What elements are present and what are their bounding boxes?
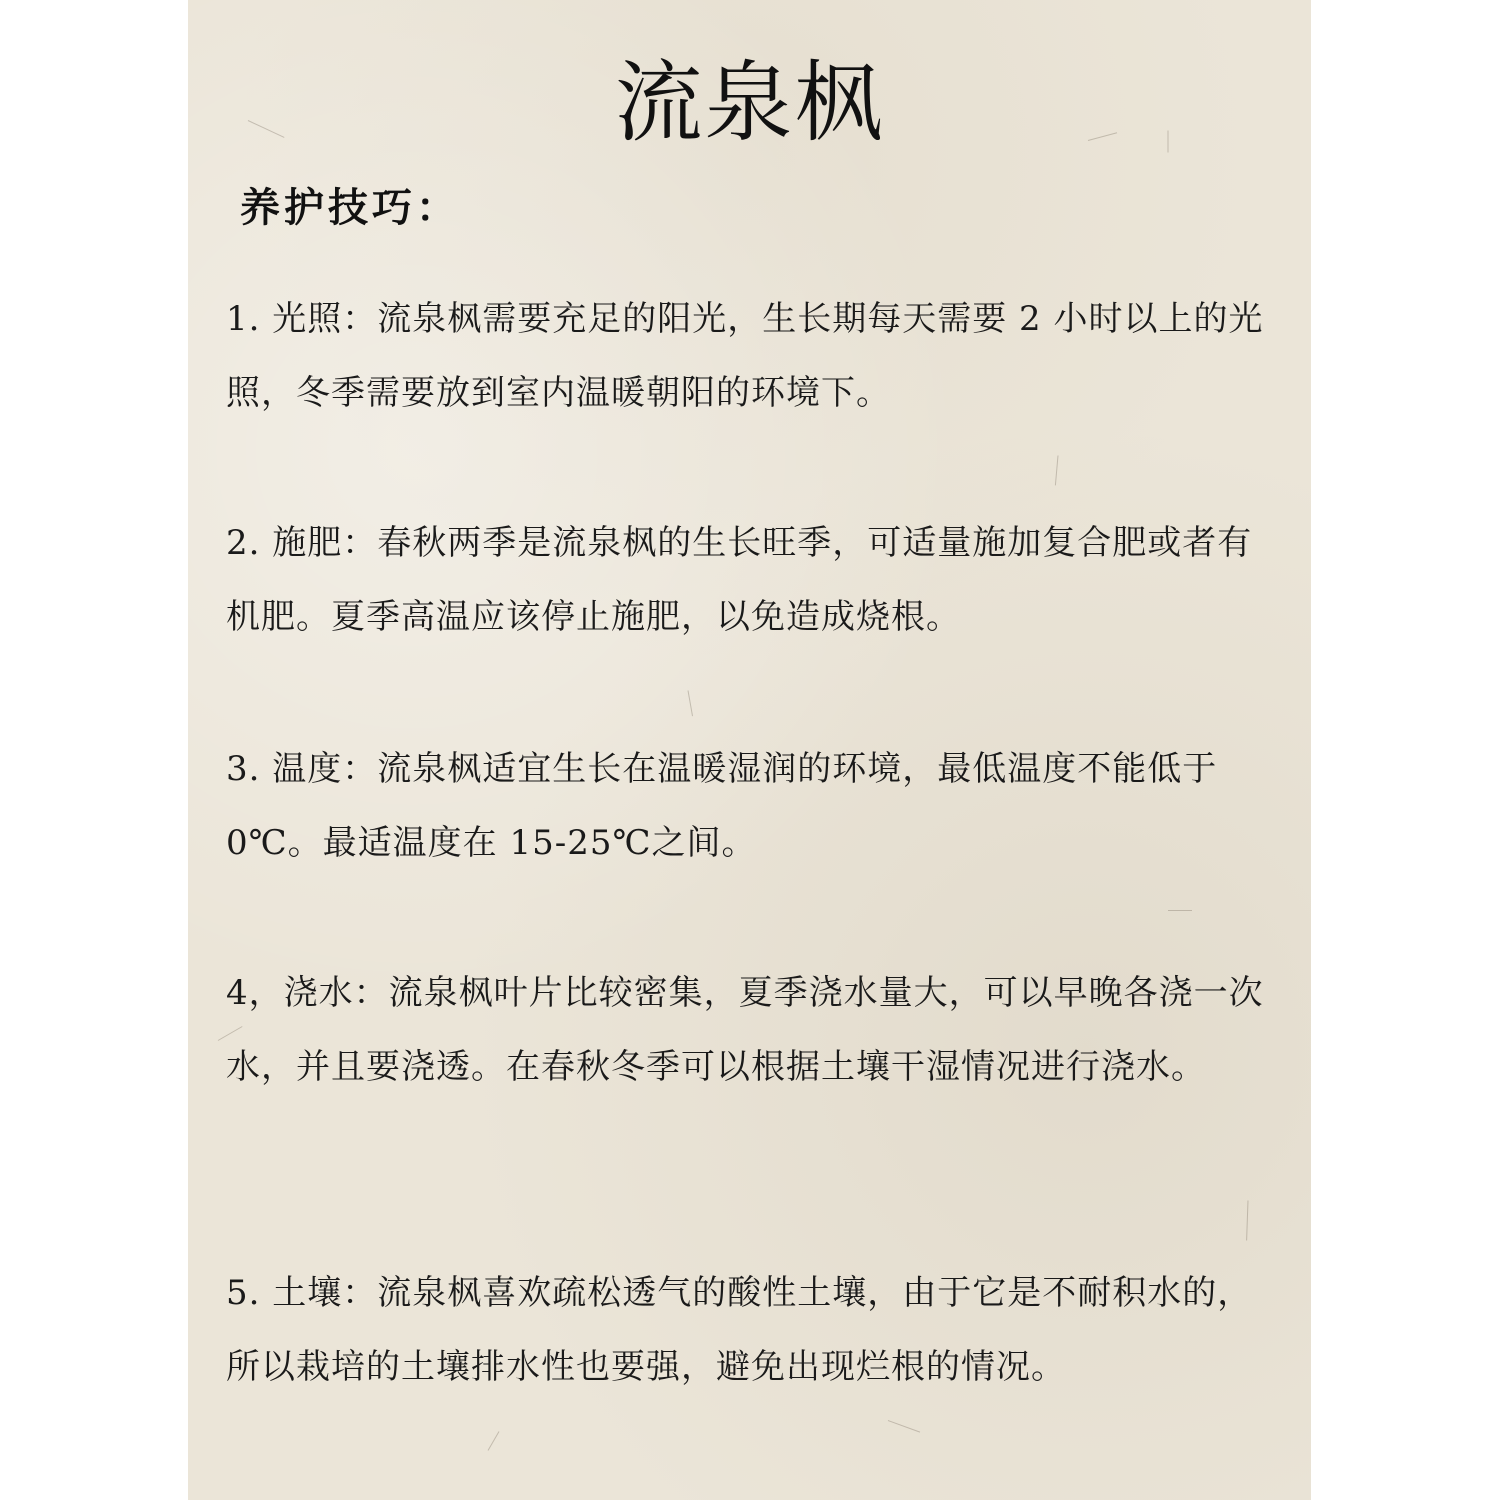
page-title: 流泉枫 <box>614 51 885 154</box>
tip-temperature: 3. 温度：流泉枫适宜生长在温暖湿润的环境，最低温度不能低于 0℃。最适温度在 15-25℃之间。 <box>226 749 1218 863</box>
paper-fiber <box>688 690 693 716</box>
section-heading: 养护技巧： <box>240 185 460 231</box>
paper-fiber <box>888 1420 920 1433</box>
paper-fiber <box>488 1431 500 1451</box>
paper-fiber <box>1246 1200 1248 1240</box>
paper-fiber <box>1168 910 1192 911</box>
tip-fertilizer: 2. 施肥：春秋两季是流泉枫的生长旺季，可适量施加复合肥或者有机肥。夏季高温应该停止施肥，以免造成烧根。 <box>226 523 1253 637</box>
tip-light: 1. 光照：流泉枫需要充足的阳光，生长期每天需要 2 小时以上的光照，冬季需要放到室内温暖朝阳的环境下。 <box>226 299 1264 413</box>
paper-fiber <box>1055 455 1059 485</box>
tip-soil: 5. 土壤：流泉枫喜欢疏松透气的酸性土壤，由于它是不耐积水的，所以栽培的土壤排水性也要强，避免出现烂根的情况。 <box>226 1273 1253 1387</box>
paper-background <box>188 0 1311 1500</box>
tip-watering: 4，浇水：流泉枫叶片比较密集，夏季浇水量大，可以早晚各浇一次水，并且要浇透。在春秋冬季可以根据土壤干湿情况进行浇水。 <box>226 973 1264 1087</box>
